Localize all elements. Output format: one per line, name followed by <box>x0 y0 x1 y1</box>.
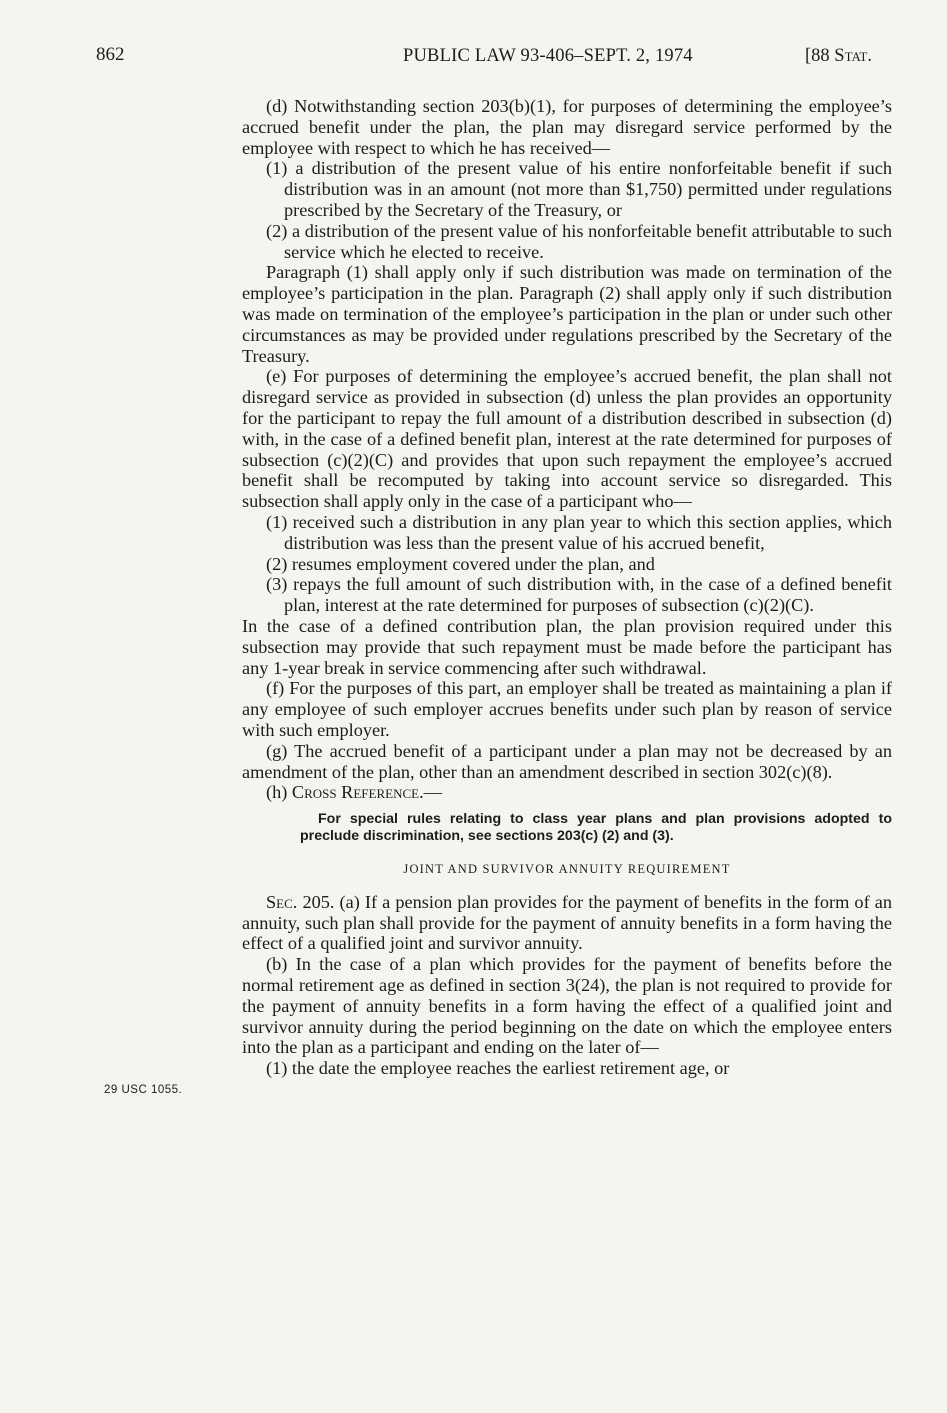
section-label: Sec. <box>266 891 298 912</box>
statute-volume: [88 <box>805 46 835 66</box>
paragraph-d2: (2) a distribution of the present value of his nonforfeitable benefit attributable to such service which he elected to receive. <box>266 220 892 262</box>
cross-reference-note: For special rules relating to class year plans and plan provisions adopted to preclude discrimination, see sections 203(c) (2) and (3). <box>300 811 892 845</box>
subsection-h-number: (h) <box>266 782 292 803</box>
cross-reference-label: Cross Reference.— <box>291 782 442 803</box>
running-head: PUBLIC LAW 93-406–SEPT. 2, 1974 <box>403 46 693 66</box>
paragraph-e2: (2) resumes employment covered under the plan, and <box>266 553 655 574</box>
subsection-g: (g) The accrued benefit of a participant under a plan may not be decreased by an amendment of the plan, other than an amendment described in section 302(c)(8). <box>242 740 892 782</box>
statute-reference <box>805 46 872 67</box>
paragraph-d1: (1) a distribution of the present value of his entire nonforfeitable benefit if such distribution was in an amount (not more than $1,750) permitted under regulations prescribed by the Secretary of the Treasury, or <box>266 158 892 220</box>
subsection-e: (e) For purposes of determining the employee’s accrued benefit, the plan shall not disregard service as provided in subsection (d) unless the plan provides an opportunity for the participant to repay the full amount of a distribution described in subsection (d) with, in the case of a defined benefit plan, interest at the rate determined for purposes of subsection (c)(2)(C) and provides that upon such repayment the employee’s accrued benefit shall be recomputed by taking into account service so disregarded. This subsection shall apply only in the case of a participant who— <box>242 366 892 512</box>
subsection-h <box>242 782 892 803</box>
paragraph-e3: (3) repays the full amount of such distribution with, in the case of a defined benefit plan, interest at the rate determined for purposes of subsection (c)(2)(C). <box>266 574 892 616</box>
subsection-d: (d) Notwithstanding section 203(b)(1), for purposes of determining the employee’s accrued benefit under the plan, the plan may disregard service performed by the employee with respect to which he has received— <box>242 96 892 158</box>
margin-citation: 29 USC 1055. <box>104 1084 183 1096</box>
page-number: 862 <box>96 44 125 65</box>
subsection-e-tail: In the case of a defined contribution plan, the plan provision required under this subsection may provide that such repayment must be made before the participant has any 1-year break in service commencing after such withdrawal. <box>242 615 892 678</box>
section-205-a <box>242 892 892 954</box>
subsection-f: (f) For the purposes of this part, an employer shall be treated as maintaining a plan if any employee of such employer accrues benefits under such plan by reason of service with such employer. <box>242 678 892 740</box>
section-205-b: (b) In the case of a plan which provides for the payment of benefits before the normal retirement age as defined in section 3(24), the plan is not required to provide for the payment of annuity benefits in a form having the effect of a qualified joint and survivor annuity during the period beginning on the date on which the employee enters into the plan as a participant and ending on the later of— <box>242 954 892 1058</box>
section-heading: JOINT AND SURVIVOR ANNUITY REQUIREMENT <box>403 862 731 877</box>
statute-body <box>242 96 892 1079</box>
paragraph-e1: (1) received such a distribution in any plan year to which this section applies, which distribution was less than the present value of his accrued benefit, <box>266 511 892 553</box>
section-205-a-text: 205. (a) If a pension plan provides for the payment of benefits in the form of an annuity, such plan shall provide for the payment of annuity benefits in a form having the effect of a qualified joint and survivor annuity. <box>242 891 892 954</box>
statute-label: Stat. <box>834 46 872 66</box>
subsection-d-tail: Paragraph (1) shall apply only if such distribution was made on termination of the employee’s participation in the plan. Paragraph (2) shall apply only if such distribution was made on termination of the employee’s participation in the plan or under such other circumstances as may be provided under regulations prescribed by the Secretary of the Treasury. <box>242 262 892 366</box>
paragraph-b1: (1) the date the employee reaches the earliest retirement age, or <box>266 1058 730 1079</box>
